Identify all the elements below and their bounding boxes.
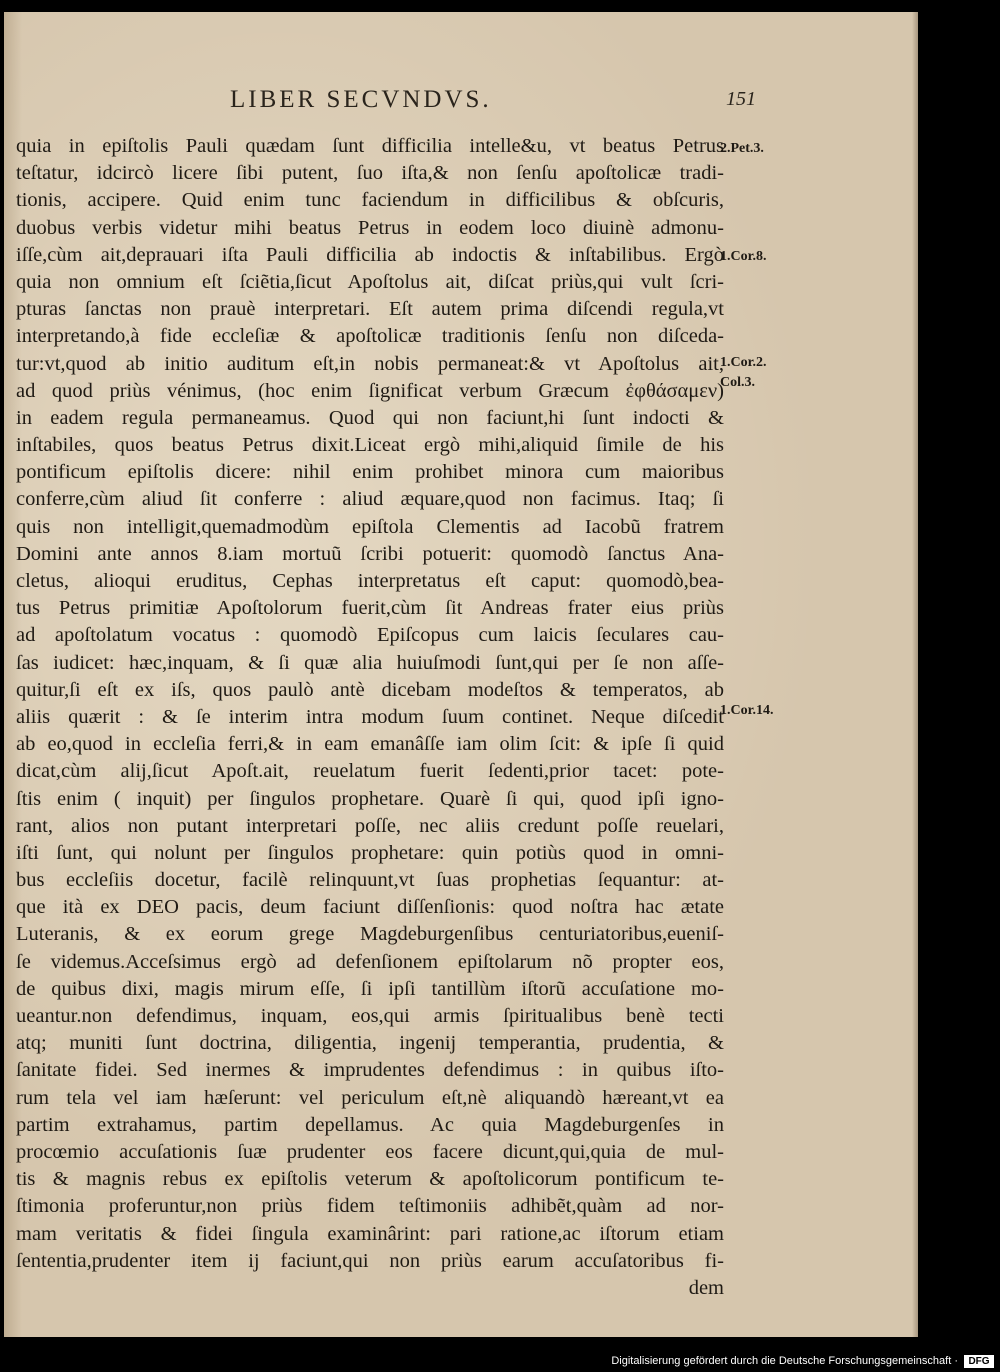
text-line: quitur,ſi eſt ex iſs, quos paulò antè dicebam modeſtos & temperatos, ab <box>16 678 724 701</box>
text-line: teſtatur, idcircò licere ſibi putent, ſuo iſta,& non ſenſu apoſtolicæ tradi- <box>16 162 724 185</box>
text-line: de quibus dixi, magis mirum eſſe, ſi ipſi tantillùm iſtorũ accuſatione mo- <box>16 977 724 1000</box>
text-line: duobus verbis videtur mihi beatus Petrus in eodem loco diuinè admonu- <box>16 216 724 239</box>
funding-credit: Digitalisierung gefördert durch die Deutsche Forschungsgemeinschaft · <box>611 1355 958 1367</box>
text-line: iſſe,cùm ait,deprauari iſta Pauli difficilia ab indoctis & inſtabilibus. Ergò <box>16 243 724 266</box>
text-line: ab eo,quod in eccleſia ferri,& in eam emanâſſe iam olim ſcit: & ipſe ſi quid <box>16 733 724 756</box>
text-line: ſe videmus.Acceſsimus ergò ad defenſionem epiſtolarum nõ propter eos, <box>16 950 724 973</box>
running-title: LIBER SECVNDVS. <box>230 86 492 113</box>
margin-note-1-cor-2: 1.Cor.2. <box>720 355 767 370</box>
text-line: iſti ſunt, qui nolunt per ſingulos prophetare: quin potiùs quod in omni- <box>16 841 724 864</box>
text-line: ſtimonia proferuntur,non priùs fidem teſtimoniis adhibẽt,quàm ad nor- <box>16 1195 724 1218</box>
text-line: procœmio accuſationis ſuæ prudenter eos facere dicunt,qui,quia de mul- <box>16 1140 724 1163</box>
page-edge-shadow <box>912 12 918 1337</box>
text-line: interpretando,à fide eccleſiæ & apoſtolicæ traditionis ſenſu non diſceda- <box>16 325 724 348</box>
text-line: atq; muniti ſunt doctrina, diligentia, ingenij temperantia, prudentia, & <box>16 1032 724 1055</box>
body-text <box>16 133 724 1302</box>
text-line: dicat,cùm alij,ſicut Apoſt.ait, reuelatum fuerit ſedenti,prior tacet: pote- <box>16 760 724 783</box>
text-line: conferre,cùm aliud ſit conferre : aliud æquare,quod non facimus. Itaq; ſi <box>16 488 724 511</box>
text-line: tis & magnis rebus ex epiſtolis veterum & apoſtolicorum pontificum te- <box>16 1168 724 1191</box>
text-line: pontificum epiſtolis dicere: nihil enim prohibet minora cum maioribus <box>16 461 724 484</box>
page-number: 151 <box>726 88 756 110</box>
text-line: in eadem regula permaneamus. Quod qui non faciunt,hi ſunt indocti & <box>16 406 724 429</box>
text-line: ſas iudicet: hæc,inquam, & ſi quæ alia huiuſmodi ſunt,qui per ſe non aſſe- <box>16 651 724 674</box>
running-head <box>4 86 918 122</box>
text-line: aliis quærit : & ſe interim intra modum ſuum continet. Neque diſcedit <box>16 705 724 728</box>
text-line: ad quod priùs vénimus, (hoc enim ſignificat verbum Græcum ἐφθάσαμεν) <box>16 379 724 402</box>
margin-note-1-cor-14: 1.Cor.14. <box>720 703 774 718</box>
text-line: ſanitate fidei. Sed inermes & imprudentes defendimus : in quibus iſto- <box>16 1059 724 1082</box>
text-line: que ità ex DEO pacis, deum faciunt diſſenſionis: quod noſtra hac ætate <box>16 896 724 919</box>
text-line: tionis, accipere. Quid enim tunc faciendum in difficilibus & obſcuris, <box>16 189 724 212</box>
text-line: Domini ante annos 8.iam mortuũ ſcribi potuerit: quomodò ſanctus Ana- <box>16 542 724 565</box>
text-line: partim extrahamus, partim depellamus. Ac quia Magdeburgenſes in <box>16 1113 724 1136</box>
text-line: rant, alios non putant interpretari poſſe, nec aliis credunt poſſe reuelari, <box>16 814 724 837</box>
catchword: dem <box>688 1276 724 1299</box>
margin-note-2-pet-3: 2.Pet.3. <box>720 141 764 156</box>
text-line: cletus, alioqui eruditus, Cephas interpretatus eſt caput: quomodò,bea- <box>16 570 724 592</box>
text-line: mam veritatis & fidei ſingula examinârint: pari ratione,ac iſtorum etiam <box>16 1222 724 1245</box>
text-line: pturas ſanctas non prauè interpretari. Eſt autem prima diſcendi regula,vt <box>16 298 724 321</box>
marginal-notes <box>720 133 810 1233</box>
text-line: Luteranis, & ex eorum grege Magdeburgenſibus centuriatoribus,eueniſ- <box>16 923 724 946</box>
text-line: ueantur.non defendimus, inquam, eos,qui armis ſpiritualibus benè tecti <box>16 1005 724 1027</box>
margin-note-col-3: Col.3. <box>720 375 755 390</box>
book-page <box>4 12 918 1337</box>
footer-bar <box>0 1352 1000 1372</box>
text-line: bus eccleſiis docetur, facilè relinquunt,vt ſuas prophetias ſequantur: at- <box>16 869 724 892</box>
text-line: ſententia,prudenter item ij faciunt,qui non priùs earum accuſatoribus fi- <box>16 1249 724 1272</box>
text-line: inſtabiles, quos beatus Petrus dixit.Liceat ergò mihi,aliquid ſimile de his <box>16 434 724 457</box>
text-line: ad apoſtolatum vocatus : quomodò Epiſcopus cum laicis ſeculares cau- <box>16 624 724 647</box>
margin-note-1-cor-8: 1.Cor.8. <box>720 249 767 264</box>
text-line: quia non omnium eſt ſciẽtia,ſicut Apoſtolus ait, diſcat priùs,qui vult ſcri- <box>16 270 724 293</box>
text-line: quis non intelligit,quemadmodùm epiſtola Clementis ad Iacobũ fratrem <box>16 515 724 538</box>
text-line: quia in epiſtolis Pauli quædam ſunt difficilia intelle&u, vt beatus Petrus <box>16 135 724 157</box>
text-line: rum tela vel iam hæſerunt: vel periculum eſt,nè aliquandò hæreant,vt ea <box>16 1086 724 1109</box>
text-line: tur:vt,quod ab initio auditum eſt,in nobis permaneat:& vt Apoſtolus ait, <box>16 352 724 375</box>
text-line: tus Petrus primitiæ Apoſtolorum fuerit,cùm ſit Andreas frater eius priùs <box>16 597 724 620</box>
text-line: ſtis enim ( inquit) per ſingulos prophetare. Quarè ſi qui, quod ipſi igno- <box>16 787 724 810</box>
dfg-logo: DFG <box>964 1355 994 1368</box>
